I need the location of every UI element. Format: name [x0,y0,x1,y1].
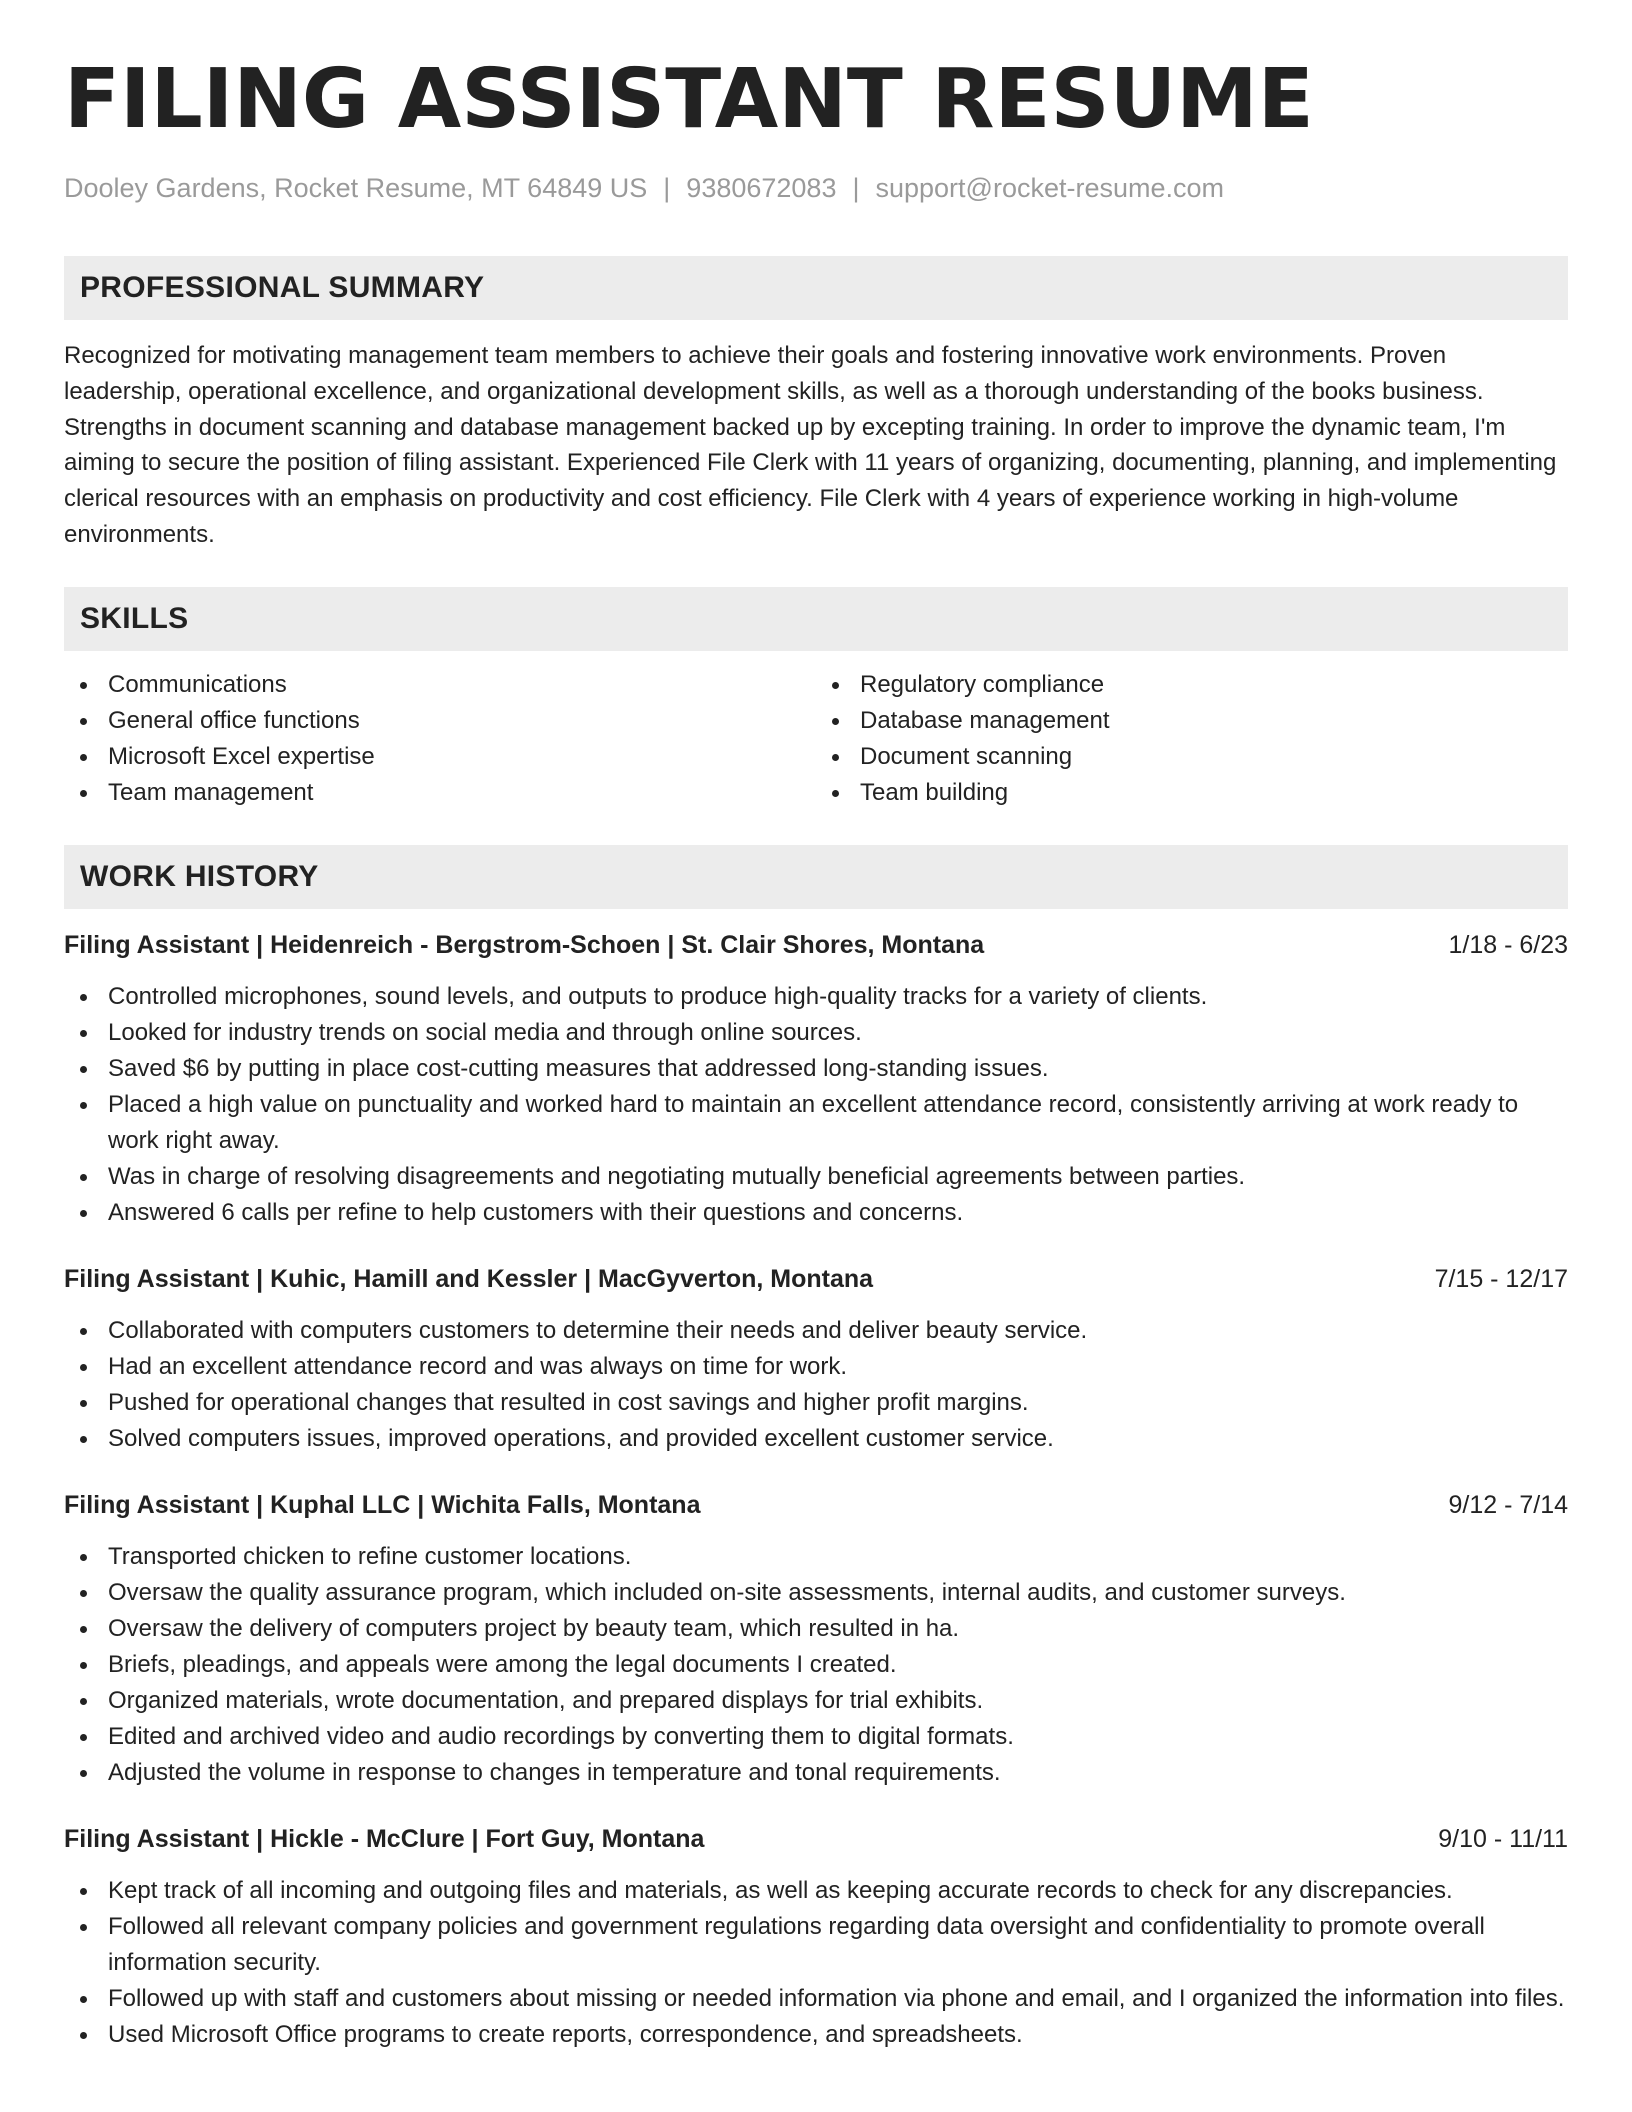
skills-column-left [64,667,816,811]
job-bullet: Placed a high value on punctuality and worked hard to maintain an excellent attendance record, consistently arriving at work ready to work right away. [64,1087,1568,1159]
job-entry [64,1487,1568,1791]
job-header [64,1821,1568,1857]
summary-heading: PROFESSIONAL SUMMARY [64,256,1568,320]
job-title: Filing Assistant | Heidenreich - Bergstrom-Schoen | St. Clair Shores, Montana [64,930,985,959]
skill-item: Document scanning [816,739,1568,775]
skill-item: Communications [64,667,816,703]
job-bullets [64,1873,1568,2053]
job-bullet: Was in charge of resolving disagreements and negotiating mutually beneficial agreements between parties. [64,1159,1568,1195]
job-bullet: Solved computers issues, improved operations, and provided excellent customer service. [64,1421,1568,1457]
job-bullet: Pushed for operational changes that resulted in cost savings and higher profit margins. [64,1385,1568,1421]
job-header [64,1261,1568,1297]
skill-item: Database management [816,703,1568,739]
job-bullet: Transported chicken to refine customer locations. [64,1539,1568,1575]
job-bullet: Collaborated with computers customers to determine their needs and deliver beauty service. [64,1313,1568,1349]
skill-item: Microsoft Excel expertise [64,739,816,775]
job-dates: 9/12 - 7/14 [1448,1490,1568,1519]
job-title: Filing Assistant | Hickle - McClure | Fort Guy, Montana [64,1824,705,1853]
job-bullets [64,1313,1568,1457]
summary-text: Recognized for motivating management team members to achieve their goals and fostering innovative work environments. Proven leadership, operational excellence, and organizational development skills, as well as a thorough understanding of the books business. Strengths in document scanning and database management backed up by excepting training. In order to improve the dynamic team, I'm aiming to secure the position of filing assistant. Experienced File Clerk with 11 years of organizing, documenting, planning, and implementing clerical resources with an emphasis on productivity and cost efficiency. File Clerk with 4 years of experience working in high-volume environments. [64,342,1557,548]
contact-email: support@rocket-resume.com [875,173,1225,203]
skills-heading: SKILLS [64,587,1568,651]
skill-item: Regulatory compliance [816,667,1568,703]
skill-item: Team building [816,775,1568,811]
job-dates: 9/10 - 11/11 [1438,1824,1568,1853]
job-bullet: Organized materials, wrote documentation, and prepared displays for trial exhibits. [64,1683,1568,1719]
skills-grid [64,667,1568,811]
job-bullet: Adjusted the volume in response to changes in temperature and tonal requirements. [64,1755,1568,1791]
contact-phone: 9380672083 [686,173,837,203]
job-bullets [64,1539,1568,1791]
job-bullet: Followed all relevant company policies and government regulations regarding data oversight and confidentiality to promote overall information security. [64,1909,1568,1981]
skill-item: Team management [64,775,816,811]
contact-line [64,170,1568,206]
job-bullet: Briefs, pleadings, and appeals were among the legal documents I created. [64,1647,1568,1683]
job-bullet: Followed up with staff and customers about missing or needed information via phone and email, and I organized the information into files. [64,1981,1568,2017]
job-bullet: Oversaw the quality assurance program, which included on-site assessments, internal audits, and customer surveys. [64,1575,1568,1611]
job-entry [64,1821,1568,2053]
work-history-heading: WORK HISTORY [64,845,1568,909]
job-entry [64,927,1568,1231]
resume-title: FILING ASSISTANT RESUME [64,52,1314,147]
job-header [64,927,1568,963]
skills-column-right [816,667,1568,811]
job-dates: 7/15 - 12/17 [1434,1264,1568,1293]
job-bullet: Answered 6 calls per refine to help customers with their questions and concerns. [64,1195,1568,1231]
contact-separator: | [663,173,671,203]
job-bullet: Used Microsoft Office programs to create reports, correspondence, and spreadsheets. [64,2017,1568,2053]
job-bullet: Kept track of all incoming and outgoing files and materials, as well as keeping accurate records to check for any discrepancies. [64,1873,1568,1909]
job-title: Filing Assistant | Kuhic, Hamill and Kessler | MacGyverton, Montana [64,1264,874,1293]
job-header [64,1487,1568,1523]
job-bullet: Saved $6 by putting in place cost-cutting measures that addressed long-standing issues. [64,1051,1568,1087]
contact-address: Dooley Gardens, Rocket Resume, MT 64849 US [64,173,648,203]
job-entry [64,1261,1568,1457]
skill-item: General office functions [64,703,816,739]
job-bullets [64,979,1568,1231]
job-dates: 1/18 - 6/23 [1448,930,1568,959]
contact-separator: | [852,173,860,203]
job-bullet: Oversaw the delivery of computers project by beauty team, which resulted in ha. [64,1611,1568,1647]
job-bullet: Edited and archived video and audio recordings by converting them to digital formats. [64,1719,1568,1755]
job-bullet: Looked for industry trends on social media and through online sources. [64,1015,1568,1051]
job-title: Filing Assistant | Kuphal LLC | Wichita Falls, Montana [64,1490,701,1519]
job-bullet: Had an excellent attendance record and was always on time for work. [64,1349,1568,1385]
job-bullet: Controlled microphones, sound levels, and outputs to produce high-quality tracks for a variety of clients. [64,979,1568,1015]
